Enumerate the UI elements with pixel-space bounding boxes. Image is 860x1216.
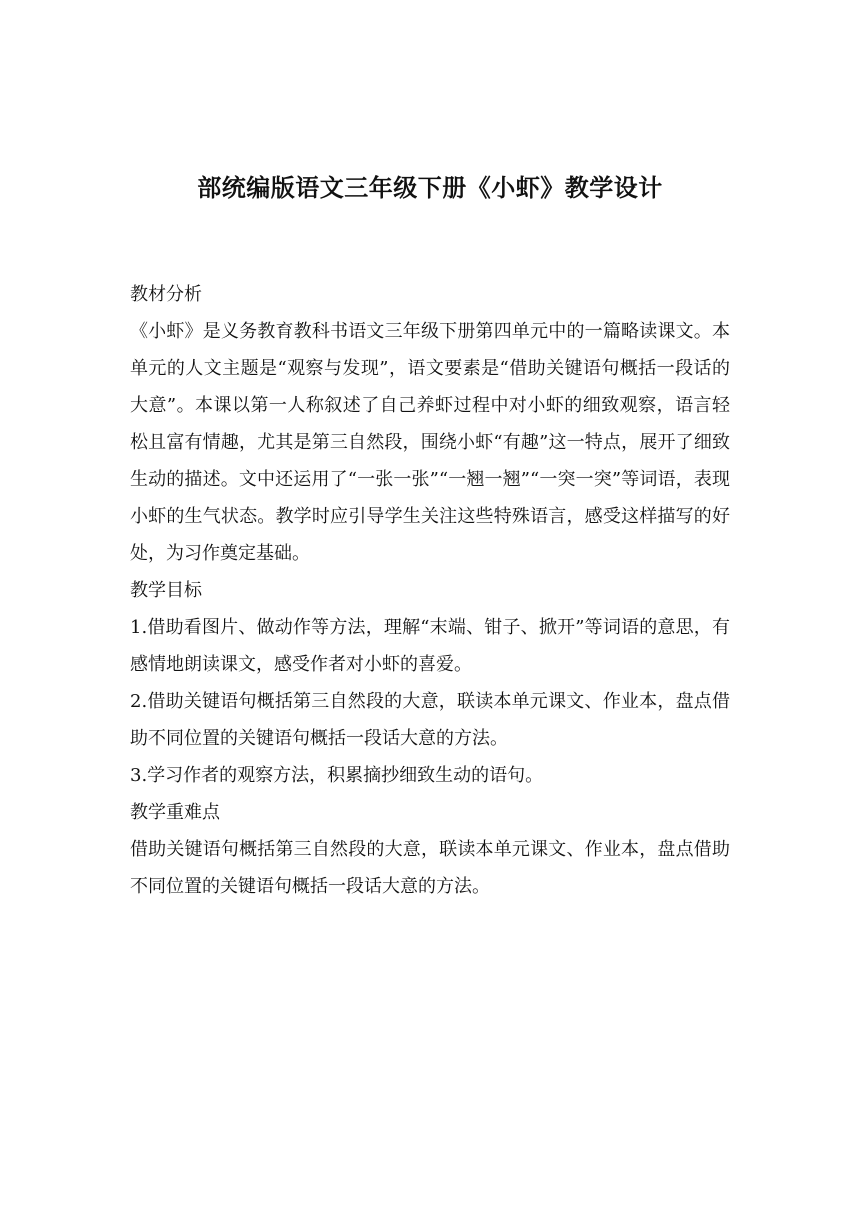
section-heading-teaching-goals: 教学目标 bbox=[130, 580, 202, 601]
section-heading-material-analysis: 教材分析 bbox=[130, 284, 202, 305]
paragraph-goal-1: 1.借助看图片、做动作等方法，理解“末端、钳子、掀开”等词语的意思，有感情地朗读课文，感受作者对小虾的喜爱。 bbox=[130, 617, 730, 675]
paragraph-goal-2: 2.借助关键语句概括第三自然段的大意，联读本单元课文、作业本，盘点借助不同位置的关键语句概括一段话大意的方法。 bbox=[130, 691, 730, 749]
section-heading-key-difficulties: 教学重难点 bbox=[130, 802, 220, 823]
document-title: 部统编版语文三年级下册《小虾》教学设计 bbox=[197, 174, 663, 202]
paragraph-key-difficulties: 借助关键语句概括第三自然段的大意，联读本单元课文、作业本，盘点借助不同位置的关键语句概括一段话大意的方法。 bbox=[130, 839, 730, 897]
paragraph-goal-3: 3.学习作者的观察方法，积累摘抄细致生动的语句。 bbox=[130, 765, 544, 786]
document-body bbox=[130, 276, 730, 905]
paragraph-material-analysis: 《小虾》是义务教育教科书语文三年级下册第四单元中的一篇略读课文。本单元的人文主题是“观察与发现”，语文要素是“借助关键语句概括一段话的大意”。本课以第一人称叙述了自己养虾过程中对小虾的细致观察，语言轻松且富有情趣，尤其是第三自然段，围绕小虾“有趣”这一特点，展开了细致生动的描述。文中还运用了“一张一张”“一翘一翘”“一突一突”等词语，表现小虾的生气状态。教学时应引导学生关注这些特殊语言，感受这样描写的好处，为习作奠定基础。 bbox=[130, 321, 730, 564]
